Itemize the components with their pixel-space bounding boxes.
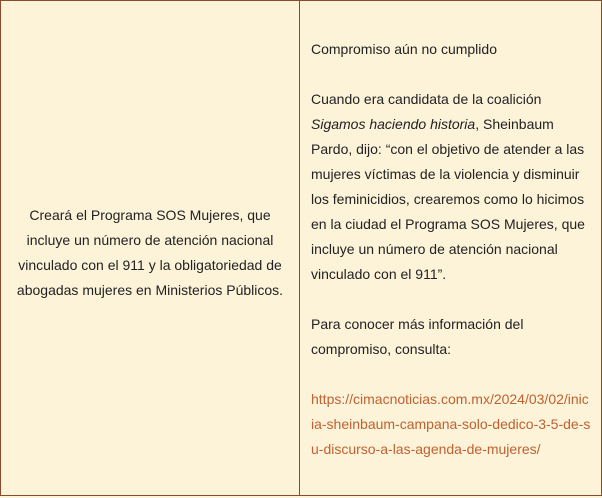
source-link[interactable]: https://cimacnoticias.com.mx/2024/03/02/inicia-sheinbaum-campana-solo-dedico-3-5-de-su-discurso-a-las-agenda-de-mujeres/ [311, 391, 591, 457]
coalition-name: Sigamos haciendo historia [311, 116, 476, 132]
quote-paragraph [311, 87, 591, 287]
commitment-text: Creará el Programa SOS Mujeres, que incluye un número de atención nacional vinculado con el 911 y la obligatoriedad de abogadas mujeres en Ministerios Públicos. [16, 206, 284, 298]
quote-pre: Cuando era candidata de la coalición [311, 91, 542, 107]
more-info-text: Para conocer más información del compromiso, consulta: [311, 316, 524, 357]
commitment-cell [1, 1, 300, 498]
status-text: Compromiso aún no cumplido [311, 41, 497, 57]
status-cell [301, 1, 601, 498]
quote-post: , Sheinbaum Pardo, dijo: “con el objetivo de atender a las mujeres víctimas de la violencia y disminuir los feminicidios, crearemos como lo hicimos en la ciudad el Programa SOS Mujeres, que incluye un número de atención nacional vinculado con el 911”. [311, 116, 585, 282]
